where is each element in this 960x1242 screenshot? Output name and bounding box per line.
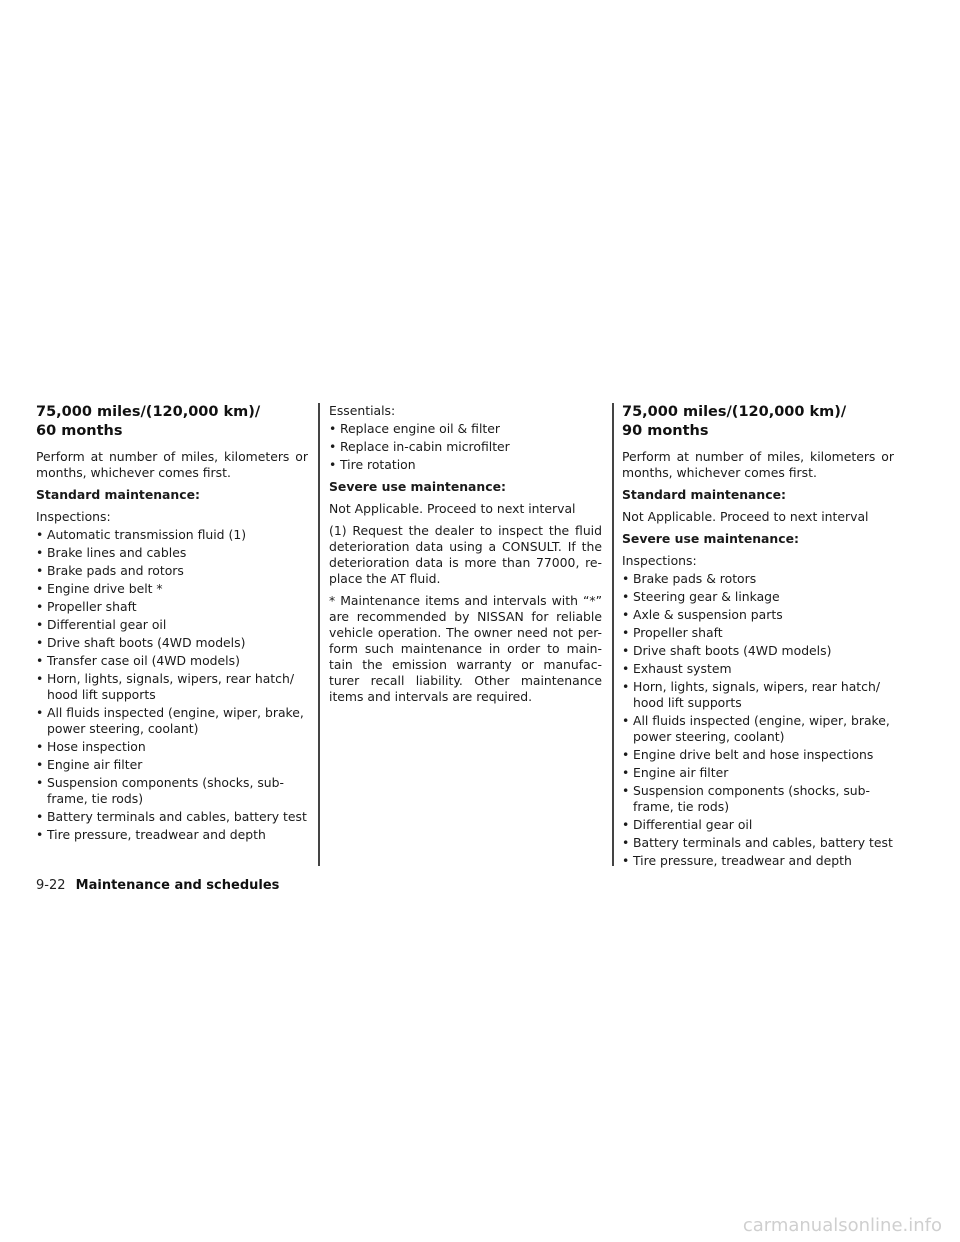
list-item: • Tire pressure, treadwear and depth — [622, 853, 894, 869]
standard-maintenance-heading: Standard maintenance: — [36, 487, 200, 502]
column-divider — [318, 403, 320, 866]
list-item: • All fluids inspected (engine, wiper, brake, power steering, coolant) — [36, 705, 308, 737]
list-item: • Transfer case oil (4WD models) — [36, 653, 308, 669]
list-item: • Automatic transmission fluid (1) — [36, 527, 308, 543]
footnote-fluid: (1) Request the dealer to inspect the fluid deterioration data using a CONSULT. If the deterioration data is more than 77000, re-place the AT fluid. — [329, 523, 602, 586]
list-item: • Suspension components (shocks, sub-frame, tie rods) — [36, 775, 308, 807]
list-item: • All fluids inspected (engine, wiper, brake, power steering, coolant) — [622, 713, 894, 745]
intro-text: Perform at number of miles, kilometers or months, whichever comes first. — [36, 449, 308, 480]
column-divider — [612, 403, 614, 866]
page-number: 9-22 — [36, 878, 66, 893]
section-title — [36, 403, 308, 441]
list-item: • Replace in-cabin microfilter — [329, 439, 602, 455]
list-item: • Suspension components (shocks, sub-frame, tie rods) — [622, 783, 894, 815]
chapter-title: Maintenance and schedules — [75, 878, 280, 893]
list-item: • Engine air filter — [622, 765, 894, 781]
list-item: • Battery terminals and cables, battery test — [622, 835, 894, 851]
list-item: • Exhaust system — [622, 661, 894, 677]
list-item: • Brake pads & rotors — [622, 571, 894, 587]
inspections-list — [622, 571, 894, 869]
list-item: • Brake pads and rotors — [36, 563, 308, 579]
section-90-months — [622, 403, 894, 875]
site-watermark: carmanualsonline.info — [742, 1215, 942, 1236]
standard-maintenance-text: Not Applicable. Proceed to next interval — [622, 509, 869, 524]
list-item: • Differential gear oil — [622, 817, 894, 833]
list-item: • Steering gear & linkage — [622, 589, 894, 605]
list-item: • Horn, lights, signals, wipers, rear hatch/ hood lift supports — [36, 671, 308, 703]
essentials-label: Essentials: — [329, 403, 396, 418]
inspections-list — [36, 527, 308, 843]
severe-maintenance-text: Not Applicable. Proceed to next interval — [329, 501, 576, 516]
severe-maintenance-heading: Severe use maintenance: — [622, 531, 799, 546]
title-line-2: 90 months — [622, 423, 709, 439]
section-60-months — [36, 403, 308, 849]
list-item: • Drive shaft boots (4WD models) — [622, 643, 894, 659]
list-item: • Tire pressure, treadwear and depth — [36, 827, 308, 843]
inspections-label: Inspections: — [622, 553, 697, 568]
footnote-asterisk: * Maintenance items and intervals with “*” are recommended by NISSAN for reliable vehicle operation. The owner need not per-form such maintenance in order to main-tain the emission warranty or manufac-turer recall liability. Other maintenance items and intervals are required. — [329, 593, 602, 704]
list-item: • Engine drive belt and hose inspections — [622, 747, 894, 763]
list-item: • Engine drive belt * — [36, 581, 308, 597]
list-item: • Brake lines and cables — [36, 545, 308, 561]
essentials-list — [329, 421, 602, 473]
list-item: • Differential gear oil — [36, 617, 308, 633]
page-footer — [36, 878, 279, 894]
list-item: • Horn, lights, signals, wipers, rear hatch/ hood lift supports — [622, 679, 894, 711]
list-item: • Engine air filter — [36, 757, 308, 773]
list-item: • Drive shaft boots (4WD models) — [36, 635, 308, 651]
list-item: • Battery terminals and cables, battery test — [36, 809, 308, 825]
title-line-2: 60 months — [36, 423, 123, 439]
list-item: • Hose inspection — [36, 739, 308, 755]
list-item: • Tire rotation — [329, 457, 602, 473]
severe-maintenance-heading: Severe use maintenance: — [329, 479, 506, 494]
section-60-months-continued — [329, 403, 602, 711]
section-title — [622, 403, 894, 441]
list-item: • Propeller shaft — [36, 599, 308, 615]
list-item: • Replace engine oil & filter — [329, 421, 602, 437]
list-item: • Axle & suspension parts — [622, 607, 894, 623]
title-line-1: 75,000 miles/(120,000 km)/ — [36, 404, 261, 420]
title-line-1: 75,000 miles/(120,000 km)/ — [622, 404, 847, 420]
list-item: • Propeller shaft — [622, 625, 894, 641]
intro-text: Perform at number of miles, kilometers or months, whichever comes first. — [622, 449, 894, 480]
standard-maintenance-heading: Standard maintenance: — [622, 487, 786, 502]
inspections-label: Inspections: — [36, 509, 111, 524]
